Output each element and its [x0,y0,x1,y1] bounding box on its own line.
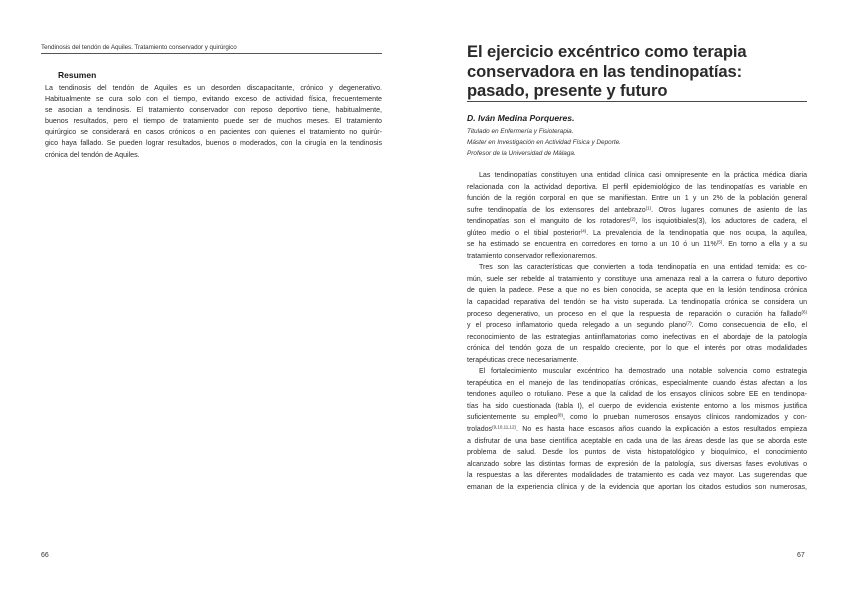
body-text: glúteo medio o el tibial posterior [467,229,581,237]
abstract-line: buenos resultados, pero el tiempo de tratamiento puede ser de muchos meses. El tratamiento [45,117,382,126]
title-line: El ejercicio excéntrico como terapia [467,42,747,61]
body-text: terapéuticas crece necesariamente. [467,356,579,364]
body-line [467,482,807,494]
body-text: emanan de la experiencia clínica y de la evidencia que aportan los citados estudios son numerosas, [467,483,807,491]
body-text: , los isquiotibiales(3), los aductores de cadera, el [635,218,807,226]
body-line [467,470,807,482]
running-head-rule [41,53,382,54]
body-line [467,251,807,263]
body-text: tratamiento conservador reflexionaremos. [467,252,598,260]
body-line [467,389,807,401]
body-line [467,216,807,228]
body-text: alcanzado sobre las distintas formas de expresión de la patología, sus diversas fases evolutivas o [467,460,807,468]
body-line [467,274,807,286]
body-text: trolados [467,426,493,434]
title-line: pasado, presente y futuro [467,81,668,100]
body-text: terapéutica en el manejo de las tendinopatías crónicas, especialmente cuando éstas afectan a los [467,379,807,387]
body-text: reconocimiento de las estrategias antiinflamatorias como inefectivas en el abordaje de la patología [467,333,807,341]
body-line [467,320,807,332]
body-line [467,228,807,240]
abstract-line: Habitualmente se cura solo con el tiempo, evitando exceso de actividad física, frecuentemente [45,95,382,104]
body-text: y el proceso inflamatorio queda relegado a un segundo plano [467,322,687,330]
body-text: El fortalecimiento muscular excéntrico ha demostrado una notable solvencia como estrategia [479,368,807,376]
body-text: . Otros lugares comunes de asiento de las [651,206,807,214]
body-line [467,205,807,217]
abstract-line: se asocian a tendinosis. El tratamiento conservador con reposo deportivo tiene, habitualmente, [45,106,382,115]
body-text: tendinopatías son el manguito de los rotadores [467,218,630,226]
body-line [467,366,807,378]
body-text: . Como consecuencia de ello, el [691,322,808,330]
body-line [467,459,807,471]
affiliation-line: Titulado en Enfermería y Fisioterapia. [467,128,574,135]
body-line [467,182,807,194]
body-line [467,239,807,251]
body-text: relacionada con la actividad deportiva. El perfil epidemiológico de las tendinopatías es variable en [467,183,807,191]
body-line [467,378,807,390]
body-text: a disfrutar de una base científica aceptable en cada una de las áreas desde las que se aborda este [467,437,807,445]
citation-ref: (4) [580,228,587,234]
body-text: la respuestas a las diferentes modalidades de tratamiento es cada vez mayor. Las sugerendas que [467,472,807,480]
abstract-line: gico haya fallado. Se pueden lograr resultados, buenos o moderados, con la cirugía en la tendinosis [45,139,382,148]
body-text: función de la región corporal en que se manifiestan. Entre un 1 y un 2% de la población general [467,195,807,203]
title-line: conservadora en las tendinopatías: [467,61,743,81]
body-text: la capacidad reparativa del tendón se ha visto superada. La tendinopatía crónica se considera un [467,299,807,307]
body-text: . La prevalencia de la tendinopatía que nos ocupa, la aquílea, [586,229,808,237]
abstract-body [45,83,382,161]
article-body [467,170,807,493]
body-text: sufre tendinopatía de los extensores del antebrazo [467,206,646,214]
body-line [467,285,807,297]
body-line [467,343,807,355]
body-line [467,170,807,182]
citation-ref: (6) [801,309,807,315]
body-line [467,262,807,274]
body-text: tías ha sido cuestionada (tabla I), el cuerpo de evidencia existente entorno a los mismos justifica [467,402,807,410]
page-number-left: 66 [41,552,49,559]
body-line [467,193,807,205]
body-line [467,309,807,321]
body-text: suficientemente su empleo [467,414,558,422]
body-text: Las tendinopatías constituyen una entidad clínica casi omnipresente en la práctica médica diaria [479,172,807,179]
body-line [467,424,807,436]
title-rule [467,101,807,102]
body-text: proceso degenerativo, un proceso en el que la respuesta de reparación o curación ha fallado [467,310,802,318]
affiliation-line: Profesor de la Universidad de Málaga. [467,149,576,157]
citation-ref: (8) [557,412,563,418]
abstract-line: La tendinosis del tendón de Aquiles es un desorden discapacitante, crónico y degenerativo. [45,84,382,92]
body-text: se ha estimado se encuentra en corredores en torno a un 10 ó un 11% [467,241,717,249]
right-page [424,0,848,594]
body-line [467,447,807,459]
citation-ref: (7) [686,320,692,326]
citation-ref: (5) [716,239,723,245]
abstract-title: Resumen [58,70,97,80]
body-text: crónica del tendón goza de un respaldo creciente, por lo que el interés por otras modalidades [467,345,807,353]
citation-ref: (1) [645,205,652,211]
body-text: mún, suele ser rebelde al tratamiento y constituye una amenaza real a la carrera o futuro deportivo [467,275,807,283]
author-name: D. Iván Medina Porqueres. [467,113,575,123]
body-line [467,401,807,413]
running-head: Tendinosis del tendón de Aquiles. Tratamiento conservador y quirúrgico [41,44,237,51]
body-text: Tres son las características que convierten a toda tendinopatía en una entidad temida: es co- [479,264,807,272]
body-line [467,355,807,367]
body-line [467,412,807,424]
body-text: . No es hasta hace escasos años cuando la explicación a estos resultados empieza [516,426,807,434]
article-title [467,42,807,101]
affiliation-line: Máster en Investigación en Actividad Física y Deporte. [467,138,621,146]
citation-ref: (9,10,11,12) [492,424,517,430]
citation-ref: (2) [629,216,636,222]
abstract-line: quirúrgico se considerará en casos crónicos o en pacientes con quienes el tratamiento no quirúr- [45,128,382,137]
body-line [467,332,807,344]
body-line [467,297,807,309]
abstract-line: crónica del tendón de Aquiles. [45,150,140,159]
body-text: problema de salud. Desde los puntos de vista histopatológico y bioquímico, el conocimiento [467,449,807,457]
body-text: , como lo prueban numerosos ensayos clínicos randomizados y con- [562,414,807,422]
author-affiliations [467,127,621,159]
page-number-right: 67 [797,552,805,559]
body-text: tendones aquíleo o rotuliano. Pese a que la calidad de los ensayos clínicos sobre EE en tendinopa- [467,391,807,399]
body-text: de quien la padece. Pese a que no es bien conocida, se acepta que en la lesión tendinosa crónica [467,287,807,295]
body-text: . En torno a ella y a su [722,241,807,249]
body-line [467,436,807,448]
